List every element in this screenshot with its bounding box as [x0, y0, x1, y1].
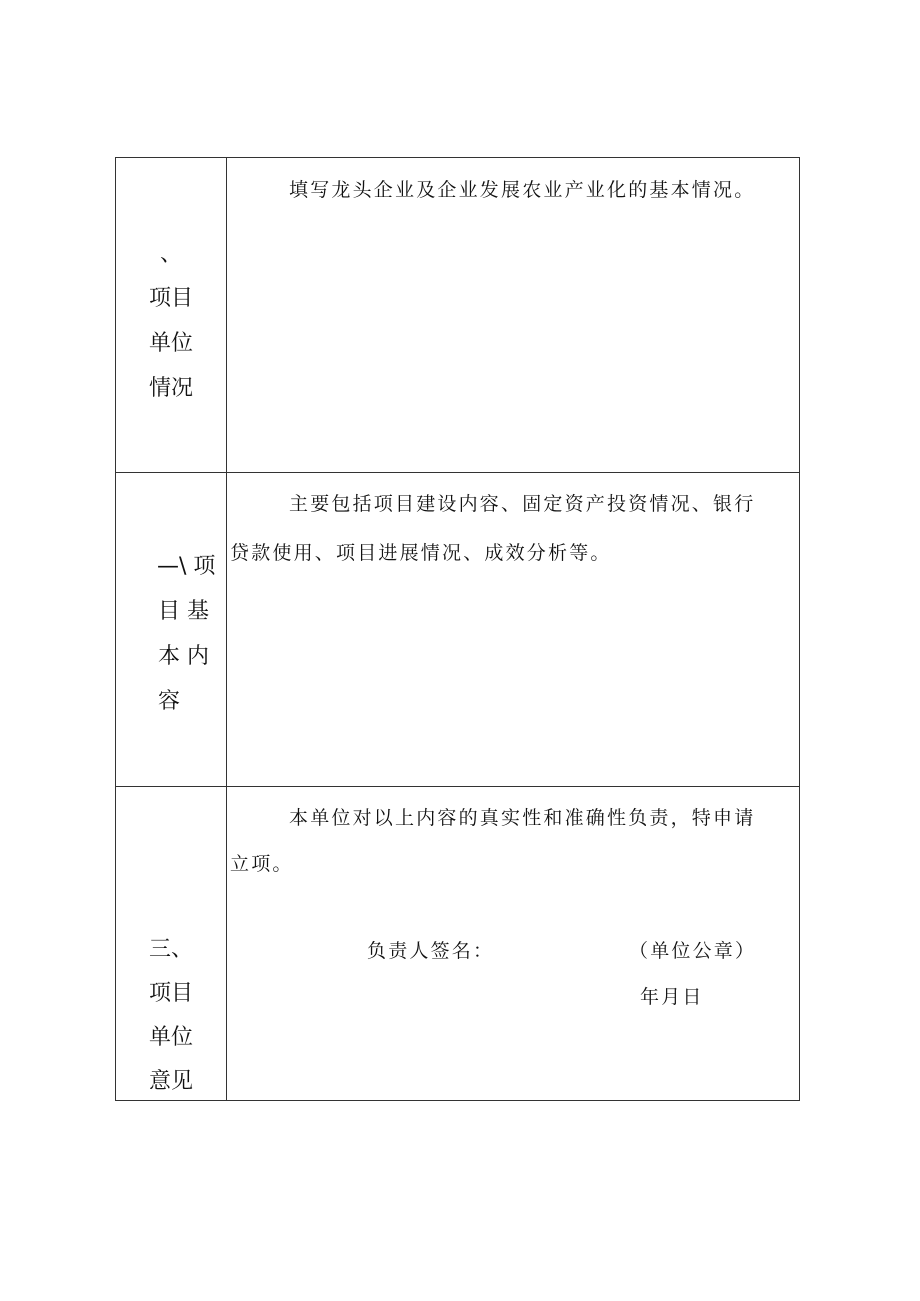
instruction-text-line: 贷款使用、项目进展情况、成效分析等。 [230, 542, 612, 564]
date-label: 年月日 [640, 986, 704, 1008]
label-cell-unit-situation [116, 158, 227, 472]
content-cell-unit-situation [227, 158, 799, 472]
instruction-text-line: 主要包括项目建设内容、固定资产投资情况、银行 [289, 493, 756, 515]
label-line: 单位 [149, 1025, 194, 1050]
label-line: 容 [158, 689, 181, 714]
label-line: 目 基 [158, 599, 209, 624]
label-cell-project-basic-content [116, 473, 227, 786]
instruction-text: 填写龙头企业及企业发展农业产业化的基本情况。 [289, 179, 756, 201]
label-line: 三、 [149, 937, 194, 962]
content-cell-project-basic-content [227, 473, 799, 786]
signature-label: 负责人签名： [367, 940, 495, 962]
seal-label: （单位公章） [629, 940, 757, 962]
label-line: 情况 [149, 376, 194, 401]
label-line: 单位 [149, 331, 194, 356]
content-cell-unit-opinion [227, 787, 799, 1100]
row-unit-situation [116, 158, 799, 473]
declaration-text-line: 本单位对以上内容的真实性和准确性负责，特申请 [289, 807, 756, 829]
label-line: —\ 项 [157, 554, 216, 579]
label-line: 、 [160, 242, 183, 267]
row-project-basic-content [116, 473, 799, 787]
row-unit-opinion [116, 787, 799, 1100]
label-cell-unit-opinion [116, 787, 227, 1100]
label-line: 项目 [149, 286, 194, 311]
label-line: 本 内 [158, 644, 209, 669]
label-line: 意见 [149, 1069, 194, 1094]
label-line: 项目 [149, 981, 194, 1006]
declaration-text-line: 立项。 [230, 853, 294, 875]
application-form-table [115, 157, 800, 1101]
